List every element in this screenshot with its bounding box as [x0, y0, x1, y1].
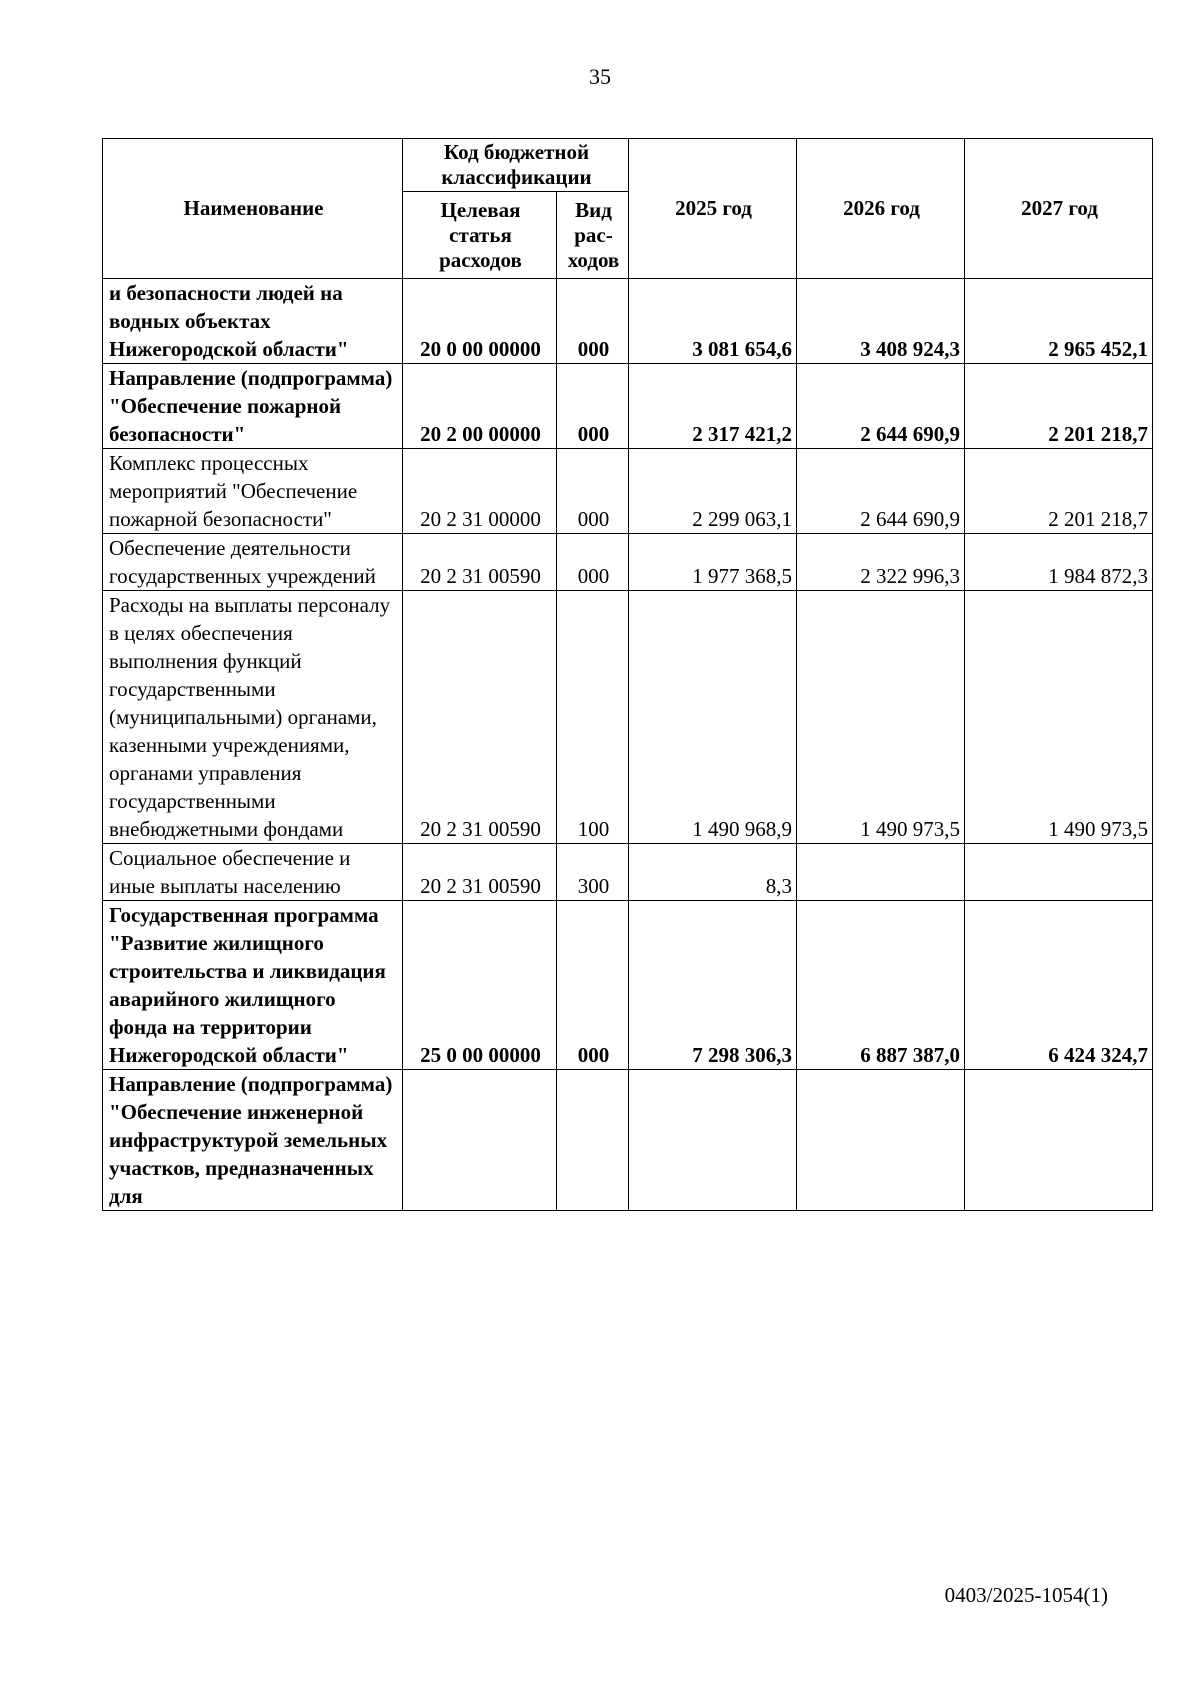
budget-table [102, 138, 1153, 1211]
table-row [103, 1070, 1153, 1211]
cell-target-article: 20 0 00 00000 [403, 279, 557, 364]
cell-2027 [965, 1070, 1153, 1211]
cell-2026: 2 322 996,3 [797, 534, 965, 591]
cell-expense-type: 000 [557, 901, 629, 1070]
cell-name: Социальное обеспечение и иные выплаты населению [103, 844, 403, 901]
cell-2027: 2 201 218,7 [965, 449, 1153, 534]
cell-target-article: 20 2 00 00000 [403, 364, 557, 449]
cell-target-article: 20 2 31 00590 [403, 591, 557, 844]
header-name: Наименование [103, 139, 403, 279]
table-row [103, 844, 1153, 901]
cell-expense-type: 000 [557, 364, 629, 449]
cell-2025: 2 317 421,2 [629, 364, 797, 449]
cell-2026: 6 887 387,0 [797, 901, 965, 1070]
cell-2026: 2 644 690,9 [797, 449, 965, 534]
cell-name: Комплекс процессных мероприятий "Обеспечение пожарной безопасности" [103, 449, 403, 534]
cell-2027 [965, 844, 1153, 901]
cell-2026: 1 490 973,5 [797, 591, 965, 844]
header-2025: 2025 год [629, 139, 797, 279]
cell-expense-type: 000 [557, 449, 629, 534]
table-row [103, 364, 1153, 449]
cell-expense-type: 000 [557, 279, 629, 364]
cell-name: Обеспечение деятельности государственных учреждений [103, 534, 403, 591]
cell-target-article: 20 2 31 00590 [403, 534, 557, 591]
cell-2025 [629, 1070, 797, 1211]
cell-target-article: 20 2 31 00590 [403, 844, 557, 901]
header-expense-type: Вид рас-ходов [557, 192, 629, 279]
cell-2027: 2 201 218,7 [965, 364, 1153, 449]
header-2027: 2027 год [965, 139, 1153, 279]
cell-2027: 1 984 872,3 [965, 534, 1153, 591]
page-number: 35 [589, 64, 611, 89]
cell-expense-type: 300 [557, 844, 629, 901]
cell-2026: 3 408 924,3 [797, 279, 965, 364]
cell-target-article: 20 2 31 00000 [403, 449, 557, 534]
cell-2026 [797, 844, 965, 901]
table-row [103, 534, 1153, 591]
cell-name: Государственная программа "Развитие жилищного строительства и ликвидация аварийного жилищного фонда на территории Нижегородской области" [103, 901, 403, 1070]
cell-2027: 1 490 973,5 [965, 591, 1153, 844]
header-target-article: Целевая статья расходов [403, 192, 557, 279]
cell-target-article: 25 0 00 00000 [403, 901, 557, 1070]
header-2026: 2026 год [797, 139, 965, 279]
cell-2025: 7 298 306,3 [629, 901, 797, 1070]
cell-name: Расходы на выплаты персоналу в целях обеспечения выполнения функций государственными (муниципальными) органами, казенными учреждениями, органами управления государственными внебюджетными фондами [103, 591, 403, 844]
cell-2025: 3 081 654,6 [629, 279, 797, 364]
table-row [103, 279, 1153, 364]
cell-2026: 2 644 690,9 [797, 364, 965, 449]
header-classification-group: Код бюджетной классификации [403, 139, 629, 192]
cell-2025: 8,3 [629, 844, 797, 901]
cell-target-article [403, 1070, 557, 1211]
cell-expense-type: 100 [557, 591, 629, 844]
table-row [103, 591, 1153, 844]
table-row [103, 901, 1153, 1070]
document-code: 0403/2025-1054(1) [944, 1583, 1108, 1607]
cell-2025: 1 490 968,9 [629, 591, 797, 844]
cell-2025: 1 977 368,5 [629, 534, 797, 591]
cell-name: и безопасности людей на водных объектах Нижегородской области" [103, 279, 403, 364]
cell-2027: 2 965 452,1 [965, 279, 1153, 364]
table-header [103, 139, 1153, 279]
cell-2027: 6 424 324,7 [965, 901, 1153, 1070]
cell-2026 [797, 1070, 965, 1211]
cell-name: Направление (подпрограмма) "Обеспечение инженерной инфраструктурой земельных участков, предназначенных для [103, 1070, 403, 1211]
cell-name: Направление (подпрограмма) "Обеспечение пожарной безопасности" [103, 364, 403, 449]
cell-2025: 2 299 063,1 [629, 449, 797, 534]
cell-expense-type [557, 1070, 629, 1211]
cell-expense-type: 000 [557, 534, 629, 591]
table-body [103, 279, 1153, 1211]
table-row [103, 449, 1153, 534]
